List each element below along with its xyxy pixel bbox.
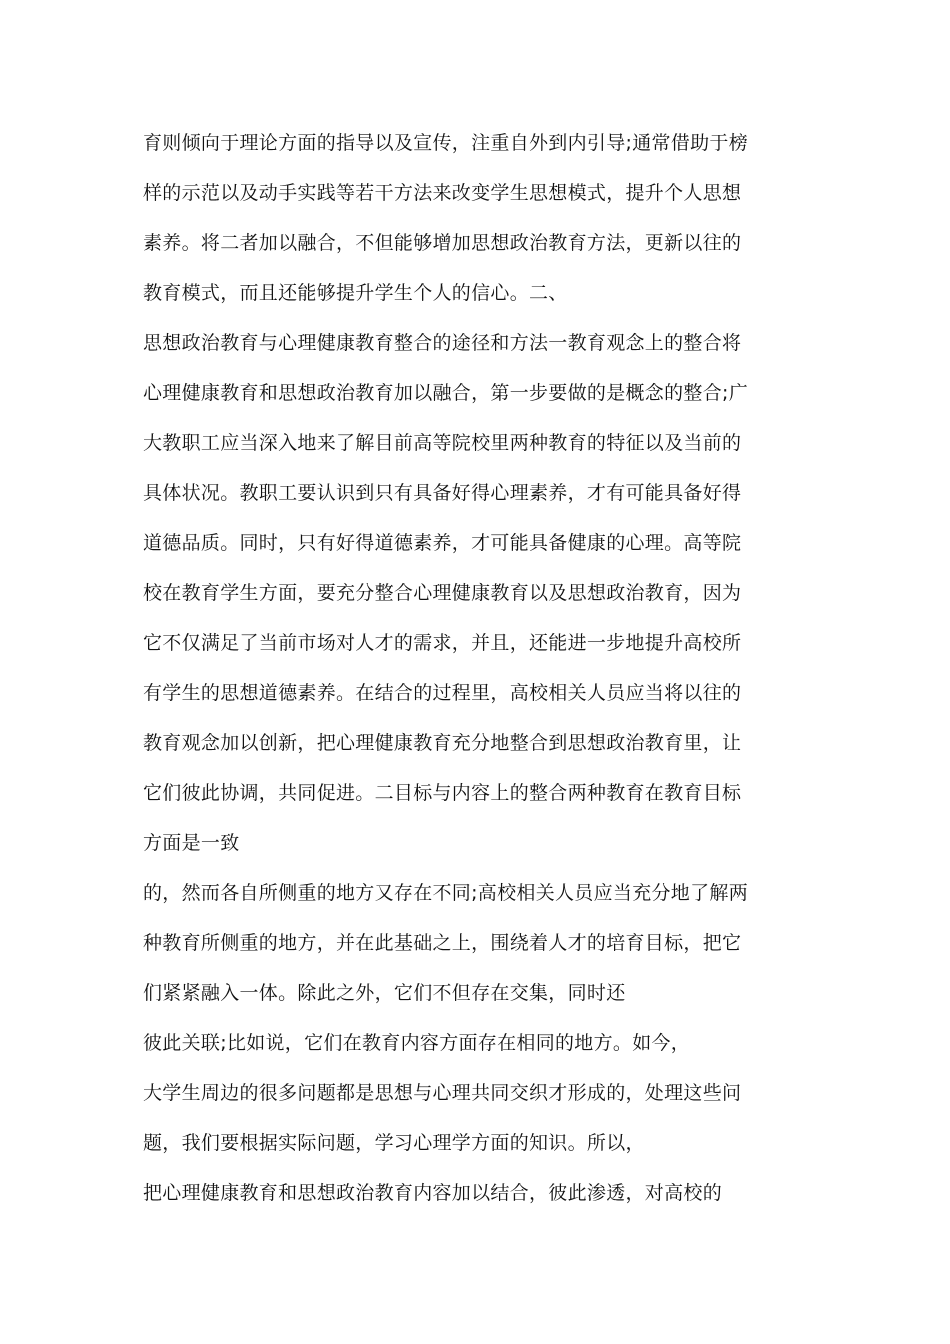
text-line-17: 种教育所侧重的地方，并在此基础之上，围绕着人才的培育目标，把它 — [143, 932, 742, 954]
text-line-19: 彼此关联;比如说，它们在教育内容方面存在相同的地方。如今， — [143, 1032, 691, 1054]
text-line-8: 具体状况。教职工要认识到只有具备好得心理素养，才有可能具备好得 — [143, 482, 742, 504]
text-line-20: 大学生周边的很多问题都是思想与心理共同交织才形成的，处理这些问 — [143, 1082, 742, 1104]
text-line-15: 方面是一致 — [143, 832, 240, 854]
text-line-6: 心理健康教育和思想政治教育加以融合，第一步要做的是概念的整合;广 — [143, 382, 749, 404]
text-line-2: 样的示范以及动手实践等若干方法来改变学生思想模式，提升个人思想 — [143, 182, 742, 204]
text-line-11: 它不仅满足了当前市场对人才的需求，并且，还能进一步地提升高校所 — [143, 632, 742, 654]
body-text — [143, 118, 833, 1218]
text-line-14: 它们彼此协调，共同促进。二目标与内容上的整合两种教育在教育目标 — [143, 782, 742, 804]
text-line-1: 育则倾向于理论方面的指导以及宣传，注重自外到内引导;通常借助于榜 — [143, 132, 749, 154]
text-line-5: 思想政治教育与心理健康教育整合的途径和方法一教育观念上的整合将 — [143, 332, 742, 354]
text-line-7: 大教职工应当深入地来了解目前高等院校里两种教育的特征以及当前的 — [143, 432, 742, 454]
text-line-13: 教育观念加以创新，把心理健康教育充分地整合到思想政治教育里，让 — [143, 732, 742, 754]
text-line-22: 把心理健康教育和思想政治教育内容加以结合，彼此渗透，对高校的 — [143, 1182, 723, 1204]
text-line-4: 教育模式，而且还能够提升学生个人的信心。二、 — [143, 282, 568, 304]
text-line-21: 题，我们要根据实际问题，学习心理学方面的知识。所以， — [143, 1132, 645, 1154]
text-line-18: 们紧紧融入一体。除此之外，它们不但存在交集，同时还 — [143, 982, 626, 1004]
text-line-3: 素养。将二者加以融合，不但能够增加思想政治教育方法，更新以往的 — [143, 232, 742, 254]
text-line-12: 有学生的思想道德素养。在结合的过程里，高校相关人员应当将以往的 — [143, 682, 742, 704]
text-line-10: 校在教育学生方面，要充分整合心理健康教育以及思想政治教育，因为 — [143, 582, 742, 604]
text-line-9: 道德品质。同时，只有好得道德素养，才可能具备健康的心理。高等院 — [143, 532, 742, 554]
text-line-16: 的，然而各自所侧重的地方又存在不同;高校相关人员应当充分地了解两 — [143, 882, 749, 904]
